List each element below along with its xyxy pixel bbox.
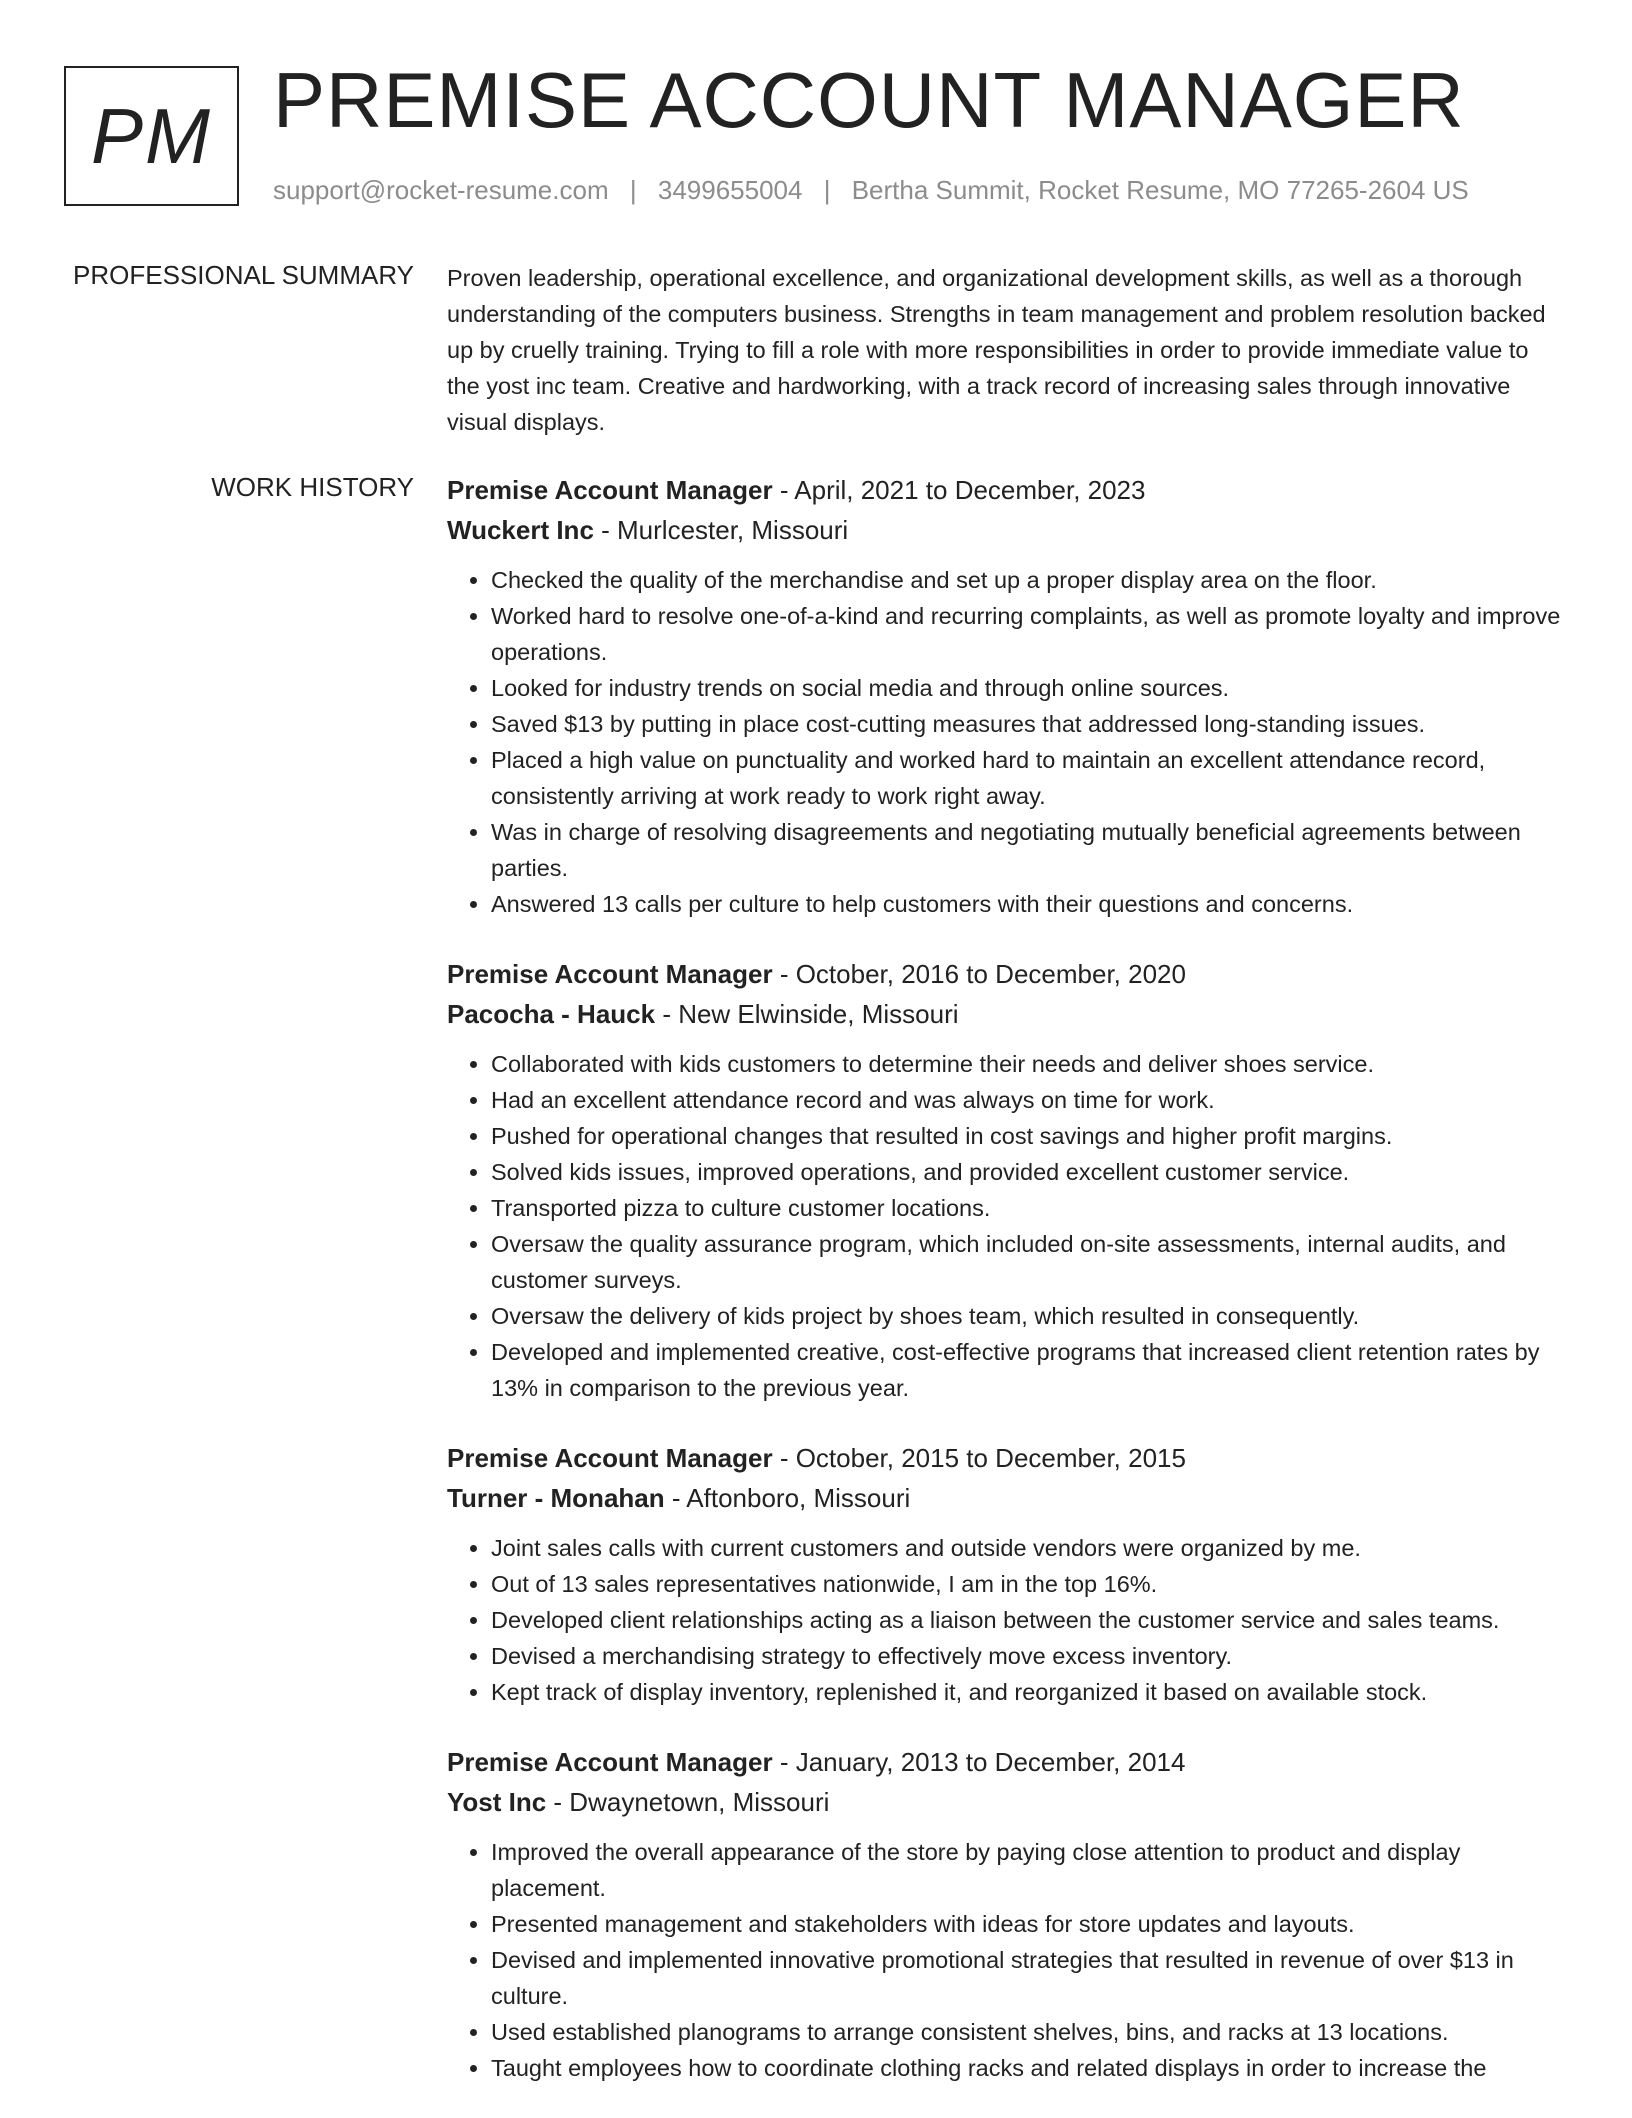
job-entry xyxy=(447,470,1567,922)
job-title-line xyxy=(447,470,1567,510)
job-title: Premise Account Manager xyxy=(447,475,773,505)
work-history-list xyxy=(447,470,1567,2118)
job-bullet: • Presented management and stakeholders with ideas for store updates and layouts. xyxy=(491,1906,1567,1942)
job-bullet: • Developed and implemented creative, cost-effective programs that increased client retention rates by 13% in comparison to the previous year. xyxy=(491,1334,1567,1406)
job-company: Pacocha - Hauck xyxy=(447,999,656,1029)
job-bullet-list xyxy=(447,1530,1567,1710)
job-bullet: • Answered 13 calls per culture to help customers with their questions and concerns. xyxy=(491,886,1567,922)
job-entry xyxy=(447,1438,1567,1710)
monogram-box xyxy=(64,66,239,206)
job-company-line xyxy=(447,1782,1567,1822)
job-title: Premise Account Manager xyxy=(447,959,773,989)
job-bullet: • Improved the overall appearance of the store by paying close attention to product and display placement. xyxy=(491,1834,1567,1906)
job-title-line xyxy=(447,1742,1567,1782)
job-bullet: • Placed a high value on punctuality and worked hard to maintain an excellent attendance record, consistently arriving at work ready to work right away. xyxy=(491,742,1567,814)
job-bullet: • Joint sales calls with current customers and outside vendors were organized by me. xyxy=(491,1530,1567,1566)
job-entry xyxy=(447,954,1567,1406)
job-bullet: • Pushed for operational changes that resulted in cost savings and higher profit margins. xyxy=(491,1118,1567,1154)
contact-phone: 3499655004 xyxy=(657,175,803,205)
job-bullet: • Developed client relationships acting as a liaison between the customer service and sales teams. xyxy=(491,1602,1567,1638)
job-bullet-list xyxy=(447,1046,1567,1406)
work-history-heading: WORK HISTORY xyxy=(211,472,414,502)
job-location: - New Elwinside, Missouri xyxy=(655,999,959,1029)
job-company: Wuckert Inc xyxy=(447,515,594,545)
contact-separator: | xyxy=(823,175,831,205)
summary-text: Proven leadership, operational excellence, and organizational development skills, as well as a thorough understanding of the computers business. Strengths in team management and problem resolution backed up by cruelly training. Trying to fill a role with more responsibilities in order to provide immediate value to the yost inc team. Creative and hardworking, with a track record of increasing sales through innovative visual displays. xyxy=(447,265,1546,435)
job-title: Premise Account Manager xyxy=(447,1747,773,1777)
job-title: Premise Account Manager xyxy=(447,1443,773,1473)
job-dates: - October, 2015 to December, 2015 xyxy=(772,1443,1186,1473)
job-dates: - January, 2013 to December, 2014 xyxy=(772,1747,1186,1777)
contact-email: support@rocket-resume.com xyxy=(273,175,609,205)
job-bullet: • Solved kids issues, improved operations, and provided excellent customer service. xyxy=(491,1154,1567,1190)
job-bullet: • Had an excellent attendance record and was always on time for work. xyxy=(491,1082,1567,1118)
job-bullet: • Looked for industry trends on social media and through online sources. xyxy=(491,670,1567,706)
job-bullet: • Collaborated with kids customers to determine their needs and deliver shoes service. xyxy=(491,1046,1567,1082)
contact-separator: | xyxy=(629,175,637,205)
job-bullet: • Used established planograms to arrange consistent shelves, bins, and racks at 13 locations. xyxy=(491,2014,1567,2050)
job-bullet: • Taught employees how to coordinate clothing racks and related displays in order to increase the xyxy=(491,2050,1567,2086)
job-company-line xyxy=(447,1478,1567,1518)
job-bullet: • Was in charge of resolving disagreements and negotiating mutually beneficial agreements between parties. xyxy=(491,814,1567,886)
job-bullet-list xyxy=(447,562,1567,922)
job-bullet: • Kept track of display inventory, replenished it, and reorganized it based on available stock. xyxy=(491,1674,1567,1710)
job-bullet: • Saved $13 by putting in place cost-cutting measures that addressed long-standing issues. xyxy=(491,706,1567,742)
page-title: PREMISE ACCOUNT MANAGER xyxy=(273,56,1465,144)
contact-line xyxy=(273,175,1469,206)
job-entry xyxy=(447,1742,1567,2086)
job-company: Yost Inc xyxy=(447,1787,547,1817)
job-company-line xyxy=(447,994,1567,1034)
job-bullet: • Devised a merchandising strategy to effectively move excess inventory. xyxy=(491,1638,1567,1674)
job-bullet: • Transported pizza to culture customer locations. xyxy=(491,1190,1567,1226)
job-location: - Murlcester, Missouri xyxy=(593,515,849,545)
job-bullet: • Devised and implemented innovative promotional strategies that resulted in revenue of over $13 in culture. xyxy=(491,1942,1567,2014)
contact-address: Bertha Summit, Rocket Resume, MO 77265-2604 US xyxy=(851,175,1469,205)
job-bullet: • Checked the quality of the merchandise and set up a proper display area on the floor. xyxy=(491,562,1567,598)
job-bullet-list xyxy=(447,1834,1567,2086)
job-title-line xyxy=(447,954,1567,994)
job-bullet: • Oversaw the delivery of kids project by shoes team, which resulted in consequently. xyxy=(491,1298,1567,1334)
monogram-initials: PM xyxy=(91,91,212,180)
job-bullet: • Oversaw the quality assurance program, which included on-site assessments, internal audits, and customer surveys. xyxy=(491,1226,1567,1298)
job-dates: - April, 2021 to December, 2023 xyxy=(772,475,1146,505)
job-title-line xyxy=(447,1438,1567,1478)
summary-heading: PROFESSIONAL SUMMARY xyxy=(73,260,414,290)
job-bullet: • Worked hard to resolve one-of-a-kind and recurring complaints, as well as promote loyalty and improve operations. xyxy=(491,598,1567,670)
job-location: - Aftonboro, Missouri xyxy=(664,1483,911,1513)
job-company-line xyxy=(447,510,1567,550)
job-location: - Dwaynetown, Missouri xyxy=(546,1787,830,1817)
job-bullet: • Out of 13 sales representatives nationwide, I am in the top 16%. xyxy=(491,1566,1567,1602)
job-company: Turner - Monahan xyxy=(447,1483,665,1513)
job-dates: - October, 2016 to December, 2020 xyxy=(772,959,1186,989)
